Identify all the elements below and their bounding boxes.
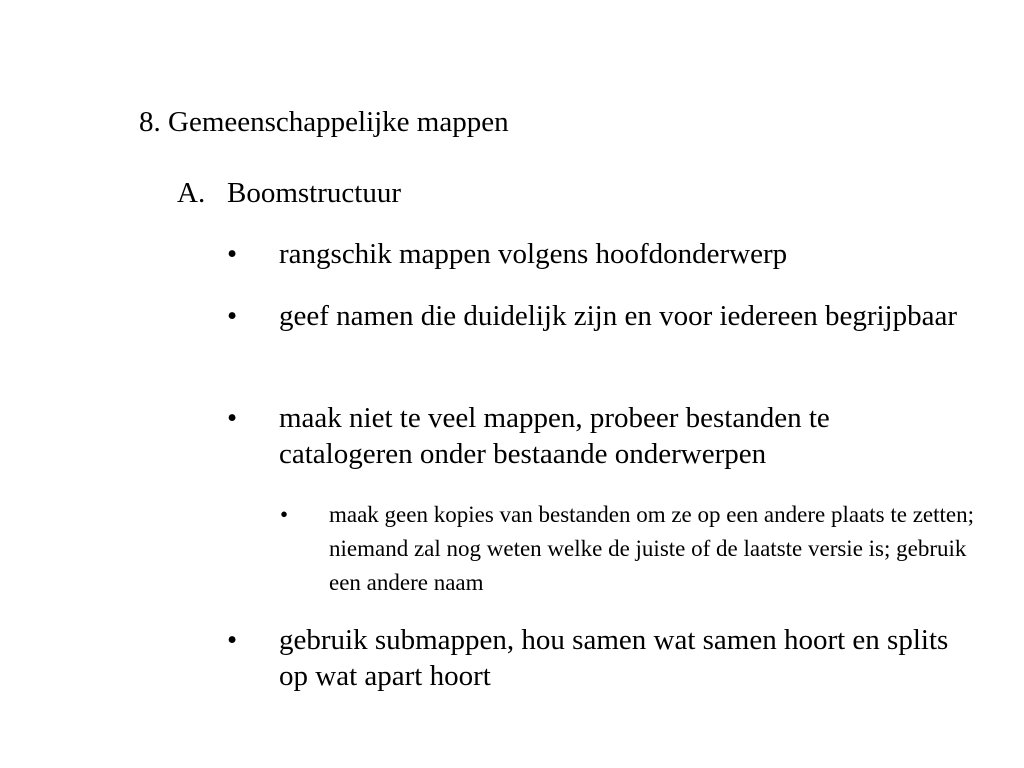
bullet-icon: • [227,624,238,656]
sub-list-item-text: maak geen kopies van bestanden om ze op een andere plaats te zetten; niemand zal nog weten welke de juiste of de laatste versie is; gebruik een andere naam [329,502,974,595]
section-marker: A. [177,177,206,209]
bullet-icon: • [280,502,289,527]
bullet-icon: • [227,300,238,332]
list-item-text: gebruik submappen, hou samen wat samen hoort en splits op wat apart hoort [279,624,949,692]
slide-title: 8. Gemeenschappelijke mappen [139,106,509,138]
list-item-text: rangschik mappen volgens hoofdonderwerp [279,238,788,270]
bullet-icon: • [227,238,238,270]
section-label: Boomstructuur [227,177,401,209]
bullet-icon: • [227,402,238,434]
sub-list-item [280,498,980,600]
list-item [227,400,967,472]
section-heading [177,173,401,213]
list-item-text: maak niet te veel mappen, probeer bestanden te catalogeren onder bestaande onderwerpen [279,402,830,470]
list-item [227,236,967,272]
list-item [227,622,967,694]
list-item [227,298,967,334]
list-item-text: geef namen die duidelijk zijn en voor iedereen begrijpbaar [279,300,957,332]
